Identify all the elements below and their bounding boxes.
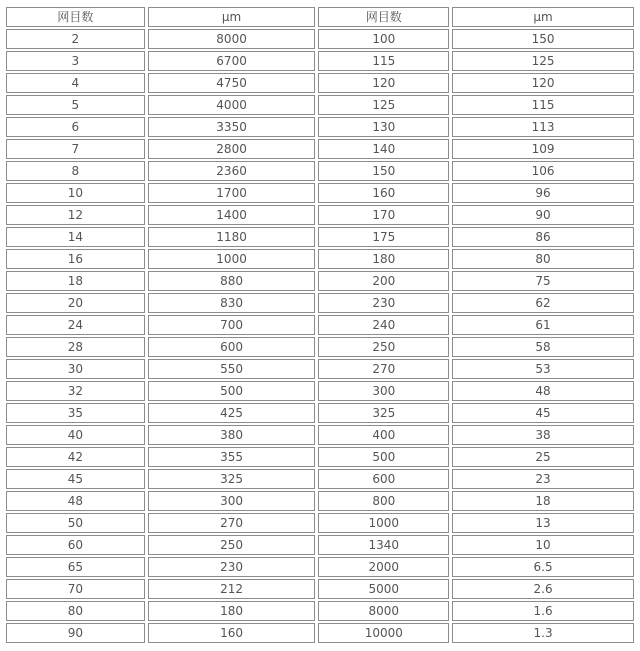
micron-cell: 90: [452, 205, 634, 225]
micron-cell: 8000: [148, 29, 316, 49]
table-row: [6, 623, 634, 643]
header-micron-1: μm: [148, 7, 316, 27]
table-row: [6, 271, 634, 291]
mesh-count-cell: 65: [6, 557, 145, 577]
mesh-count-cell: 125: [318, 95, 449, 115]
mesh-count-cell: 7: [6, 139, 145, 159]
mesh-count-cell: 1340: [318, 535, 449, 555]
micron-cell: 96: [452, 183, 634, 203]
mesh-count-cell: 40: [6, 425, 145, 445]
mesh-count-cell: 30: [6, 359, 145, 379]
table-row: [6, 579, 634, 599]
mesh-count-cell: 250: [318, 337, 449, 357]
table-body: [6, 29, 634, 643]
table-header-row: [6, 7, 634, 27]
micron-cell: 380: [148, 425, 316, 445]
mesh-count-cell: 240: [318, 315, 449, 335]
table-row: [6, 139, 634, 159]
table-row: [6, 293, 634, 313]
micron-cell: 250: [148, 535, 316, 555]
mesh-count-cell: 800: [318, 491, 449, 511]
mesh-count-cell: 140: [318, 139, 449, 159]
micron-cell: 23: [452, 469, 634, 489]
micron-cell: 230: [148, 557, 316, 577]
mesh-count-cell: 270: [318, 359, 449, 379]
mesh-count-cell: 20: [6, 293, 145, 313]
micron-cell: 113: [452, 117, 634, 137]
micron-cell: 75: [452, 271, 634, 291]
micron-cell: 13: [452, 513, 634, 533]
micron-cell: 4000: [148, 95, 316, 115]
micron-cell: 61: [452, 315, 634, 335]
mesh-count-cell: 28: [6, 337, 145, 357]
header-mesh-count-2: 网目数: [318, 7, 449, 27]
micron-cell: 6700: [148, 51, 316, 71]
micron-cell: 1000: [148, 249, 316, 269]
table-row: [6, 381, 634, 401]
micron-cell: 1400: [148, 205, 316, 225]
mesh-count-cell: 90: [6, 623, 145, 643]
table-row: [6, 227, 634, 247]
micron-cell: 1.6: [452, 601, 634, 621]
micron-cell: 62: [452, 293, 634, 313]
micron-cell: 550: [148, 359, 316, 379]
mesh-count-cell: 160: [318, 183, 449, 203]
table-row: [6, 491, 634, 511]
mesh-count-cell: 18: [6, 271, 145, 291]
micron-cell: 109: [452, 139, 634, 159]
micron-cell: 10: [452, 535, 634, 555]
micron-cell: 120: [452, 73, 634, 93]
mesh-count-cell: 115: [318, 51, 449, 71]
table-row: [6, 513, 634, 533]
micron-cell: 160: [148, 623, 316, 643]
table-row: [6, 359, 634, 379]
header-mesh-count-1: 网目数: [6, 7, 145, 27]
mesh-count-cell: 170: [318, 205, 449, 225]
micron-cell: 880: [148, 271, 316, 291]
mesh-count-cell: 4: [6, 73, 145, 93]
mesh-count-cell: 80: [6, 601, 145, 621]
mesh-count-cell: 130: [318, 117, 449, 137]
table-row: [6, 249, 634, 269]
header-micron-2: μm: [452, 7, 634, 27]
micron-cell: 53: [452, 359, 634, 379]
mesh-count-cell: 180: [318, 249, 449, 269]
table-row: [6, 51, 634, 71]
micron-cell: 48: [452, 381, 634, 401]
mesh-count-cell: 230: [318, 293, 449, 313]
micron-cell: 355: [148, 447, 316, 467]
table-row: [6, 205, 634, 225]
table-row: [6, 535, 634, 555]
mesh-count-cell: 45: [6, 469, 145, 489]
micron-cell: 2800: [148, 139, 316, 159]
mesh-count-cell: 175: [318, 227, 449, 247]
mesh-count-cell: 500: [318, 447, 449, 467]
table-row: [6, 425, 634, 445]
micron-cell: 830: [148, 293, 316, 313]
table-row: [6, 447, 634, 467]
micron-cell: 86: [452, 227, 634, 247]
mesh-count-cell: 400: [318, 425, 449, 445]
micron-cell: 2360: [148, 161, 316, 181]
micron-cell: 270: [148, 513, 316, 533]
mesh-count-cell: 120: [318, 73, 449, 93]
micron-cell: 58: [452, 337, 634, 357]
mesh-count-cell: 16: [6, 249, 145, 269]
micron-cell: 45: [452, 403, 634, 423]
micron-cell: 3350: [148, 117, 316, 137]
mesh-count-cell: 6: [6, 117, 145, 137]
micron-cell: 180: [148, 601, 316, 621]
mesh-count-cell: 10000: [318, 623, 449, 643]
table-row: [6, 73, 634, 93]
micron-cell: 1700: [148, 183, 316, 203]
micron-cell: 700: [148, 315, 316, 335]
mesh-count-cell: 300: [318, 381, 449, 401]
micron-cell: 325: [148, 469, 316, 489]
micron-cell: 106: [452, 161, 634, 181]
mesh-count-cell: 150: [318, 161, 449, 181]
mesh-count-cell: 200: [318, 271, 449, 291]
micron-cell: 2.6: [452, 579, 634, 599]
micron-cell: 1.3: [452, 623, 634, 643]
table-row: [6, 95, 634, 115]
mesh-count-cell: 8000: [318, 601, 449, 621]
mesh-count-cell: 100: [318, 29, 449, 49]
mesh-count-cell: 8: [6, 161, 145, 181]
micron-cell: 38: [452, 425, 634, 445]
mesh-count-cell: 2: [6, 29, 145, 49]
table-row: [6, 601, 634, 621]
mesh-count-cell: 5000: [318, 579, 449, 599]
mesh-count-cell: 12: [6, 205, 145, 225]
micron-cell: 150: [452, 29, 634, 49]
mesh-count-cell: 42: [6, 447, 145, 467]
mesh-count-cell: 3: [6, 51, 145, 71]
table-row: [6, 557, 634, 577]
table-row: [6, 117, 634, 137]
mesh-count-cell: 14: [6, 227, 145, 247]
table-row: [6, 29, 634, 49]
micron-cell: 500: [148, 381, 316, 401]
micron-cell: 18: [452, 491, 634, 511]
mesh-count-cell: 60: [6, 535, 145, 555]
table-row: [6, 403, 634, 423]
micron-cell: 212: [148, 579, 316, 599]
table-row: [6, 337, 634, 357]
micron-cell: 300: [148, 491, 316, 511]
mesh-count-cell: 70: [6, 579, 145, 599]
mesh-count-cell: 24: [6, 315, 145, 335]
mesh-count-cell: 10: [6, 183, 145, 203]
mesh-count-cell: 48: [6, 491, 145, 511]
mesh-count-cell: 325: [318, 403, 449, 423]
micron-cell: 4750: [148, 73, 316, 93]
mesh-count-cell: 32: [6, 381, 145, 401]
micron-cell: 6.5: [452, 557, 634, 577]
mesh-count-cell: 2000: [318, 557, 449, 577]
mesh-count-cell: 50: [6, 513, 145, 533]
mesh-size-table: [3, 5, 637, 645]
mesh-count-cell: 1000: [318, 513, 449, 533]
mesh-count-cell: 600: [318, 469, 449, 489]
micron-cell: 115: [452, 95, 634, 115]
micron-cell: 80: [452, 249, 634, 269]
micron-cell: 600: [148, 337, 316, 357]
table-row: [6, 469, 634, 489]
micron-cell: 425: [148, 403, 316, 423]
micron-cell: 125: [452, 51, 634, 71]
micron-cell: 1180: [148, 227, 316, 247]
micron-cell: 25: [452, 447, 634, 467]
table-row: [6, 161, 634, 181]
mesh-count-cell: 5: [6, 95, 145, 115]
table-row: [6, 183, 634, 203]
mesh-count-cell: 35: [6, 403, 145, 423]
table-row: [6, 315, 634, 335]
